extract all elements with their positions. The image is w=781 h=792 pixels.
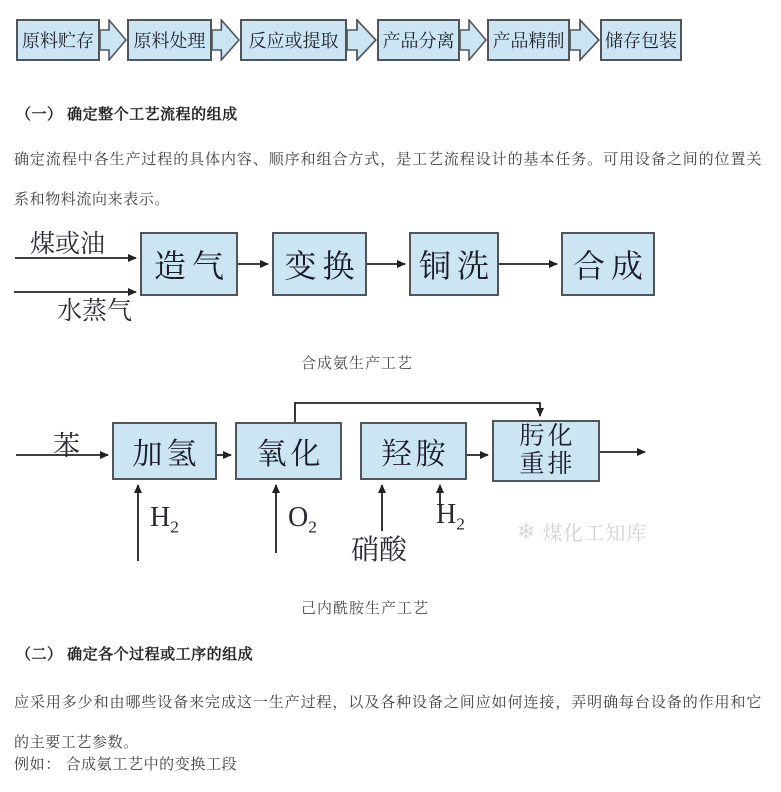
benzene-label: 苯 — [53, 431, 80, 461]
hydrogenation-box: 加氢 — [112, 422, 217, 480]
hydroxylamine-box: 羟胺 — [360, 422, 467, 480]
flow-arrow-icon — [570, 19, 600, 61]
rearrangement-line: 重排 — [519, 451, 576, 478]
flow-arrow-icon — [460, 19, 487, 61]
flow-step-refining: 产品精制 — [487, 19, 570, 61]
flow-step-separation: 产品分离 — [377, 19, 460, 61]
synthesis-box: 合成 — [561, 232, 655, 296]
caprolactam-flow-caption: 己内酰胺生产工艺 — [301, 600, 430, 617]
section2-heading: （二） 确定各个过程或工序的组成 — [16, 646, 254, 663]
flow-step-reaction: 反应或提取 — [240, 19, 347, 61]
section1-heading: （一） 确定整个工艺流程的组成 — [16, 106, 238, 123]
o2-input-label: $O_2$ — [288, 502, 317, 537]
oxidation-box: 氧化 — [235, 422, 342, 480]
oximation-rearrangement-box — [492, 420, 600, 482]
steam-label: 水蒸气 — [57, 298, 133, 325]
watermark-text: 煤化工知库 — [542, 523, 648, 545]
coal-or-oil-label: 煤或油 — [30, 231, 106, 258]
watermark — [517, 517, 647, 546]
flow-step-raw-processing: 原料处理 — [127, 19, 212, 61]
flow-arrow-icon — [212, 19, 240, 61]
flow-arrow-icon — [100, 19, 127, 61]
copper-wash-box: 铜洗 — [409, 232, 499, 296]
section2-example: 例如： 合成氨工艺中的变换工段 — [14, 756, 238, 773]
shift-conversion-box: 变换 — [272, 232, 367, 296]
section1-body: 确定流程中各生产过程的具体内容、顺序和组合方式，是工艺流程设计的基本任务。可用设备之间的位置关系和物料流向来表示。 — [14, 151, 762, 208]
gasification-box: 造气 — [140, 232, 238, 296]
snowflake-logo-icon: ❄ — [517, 518, 537, 544]
section2-body: 应采用多少和由哪些设备来完成这一生产过程，以及各种设备之间应如何连接，弄明确每台设备的作用和它的主要工艺参数。 — [14, 694, 762, 751]
oximation-line: 肟化 — [519, 423, 576, 450]
nitric-acid-label: 硝酸 — [351, 535, 408, 566]
flow-step-raw-storage: 原料贮存 — [16, 19, 100, 61]
h2-input-label-1: $H_2$ — [150, 502, 179, 537]
ammonia-flow-caption: 合成氨生产工艺 — [301, 355, 414, 372]
h2-input-label-2: $H_2$ — [436, 499, 465, 534]
flow-arrow-icon — [347, 19, 377, 61]
flow-step-packaging: 储存包装 — [600, 19, 682, 61]
